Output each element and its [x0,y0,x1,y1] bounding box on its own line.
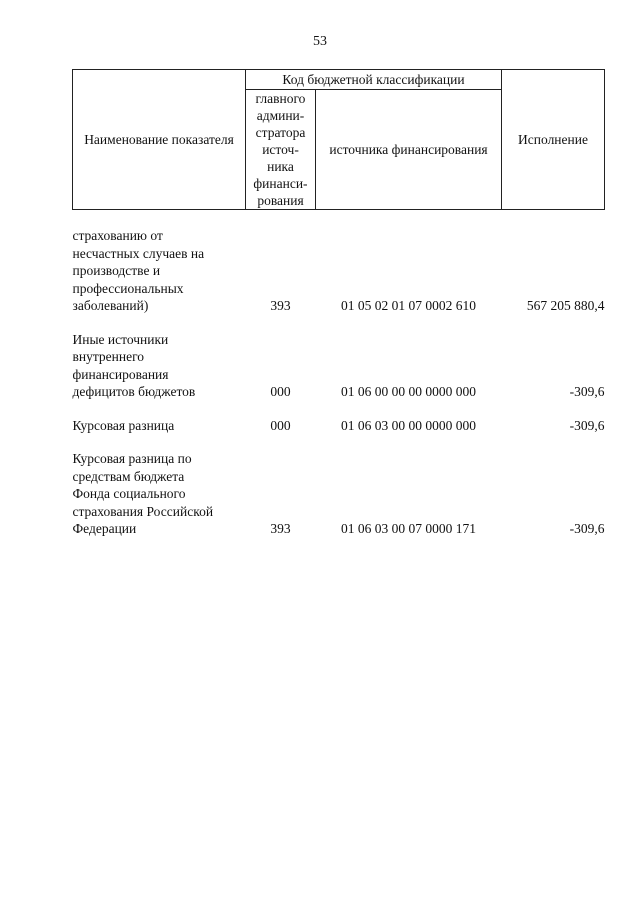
header-admin-line: стратора [255,125,306,140]
header-main-administrator [246,90,316,210]
table-header [73,70,605,210]
table-body [73,210,605,538]
indicator-name-line: Иные источники [72,331,169,347]
table-row [73,417,605,435]
source-code: 01 06 00 00 00 0000 000 [341,384,476,399]
indicator-name-line: Фонда социального [72,486,186,501]
header-admin-line: рования [257,193,304,208]
indicator-name-line: Курсовая разница [72,417,175,433]
execution-value: -309,6 [569,384,605,399]
execution-value: 567 205 880,4 [526,298,605,313]
admin-code: 393 [270,521,291,536]
admin-code: 393 [270,298,291,313]
indicator-name [73,227,246,315]
indicator-name-line: Федерации [72,521,137,536]
source-code: 01 05 02 01 07 0002 610 [341,298,476,313]
admin-code: 000 [270,384,291,399]
table-row [73,331,605,401]
indicator-name-line: производстве и [72,263,161,278]
indicator-name-line: профессиональных [72,280,184,296]
header-financing-source: источника финансирования [316,90,502,210]
indicator-name-line: финансирования [72,366,169,382]
budget-table [72,69,605,538]
header-admin-line: источ- [262,142,299,157]
header-admin-line: админи- [256,108,305,123]
header-admin-line: ника [267,159,294,174]
indicator-name-line: средствам бюджета [72,468,185,484]
header-admin-line: главного [255,91,306,106]
header-execution: Исполнение [502,70,605,210]
page-number: 53 [313,34,327,49]
indicator-name-line: дефицитов бюджетов [72,384,196,399]
indicator-name [73,331,246,401]
admin-code: 000 [270,417,291,433]
header-indicator-name: Наименование показателя [73,70,246,210]
indicator-name [73,450,246,538]
indicator-name [73,417,246,435]
table-row [73,450,605,538]
indicator-name-line: внутреннего [72,349,145,364]
source-code: 01 06 03 00 00 0000 000 [341,417,476,433]
execution-value: -309,6 [569,417,605,433]
indicator-name-line: страхованию от [72,228,163,243]
indicator-name-line: заболеваний) [72,298,149,313]
header-budget-code-group: Код бюджетной классификации [246,70,502,90]
source-code: 01 06 03 00 07 0000 171 [341,521,476,536]
execution-value: -309,6 [569,521,605,536]
indicator-name-line: страхования Российской [72,503,214,519]
table-row [73,227,605,315]
indicator-name-line: Курсовая разница по [72,451,192,466]
header-admin-line: финанси- [253,176,308,191]
indicator-name-line: несчастных случаев на [72,245,205,261]
